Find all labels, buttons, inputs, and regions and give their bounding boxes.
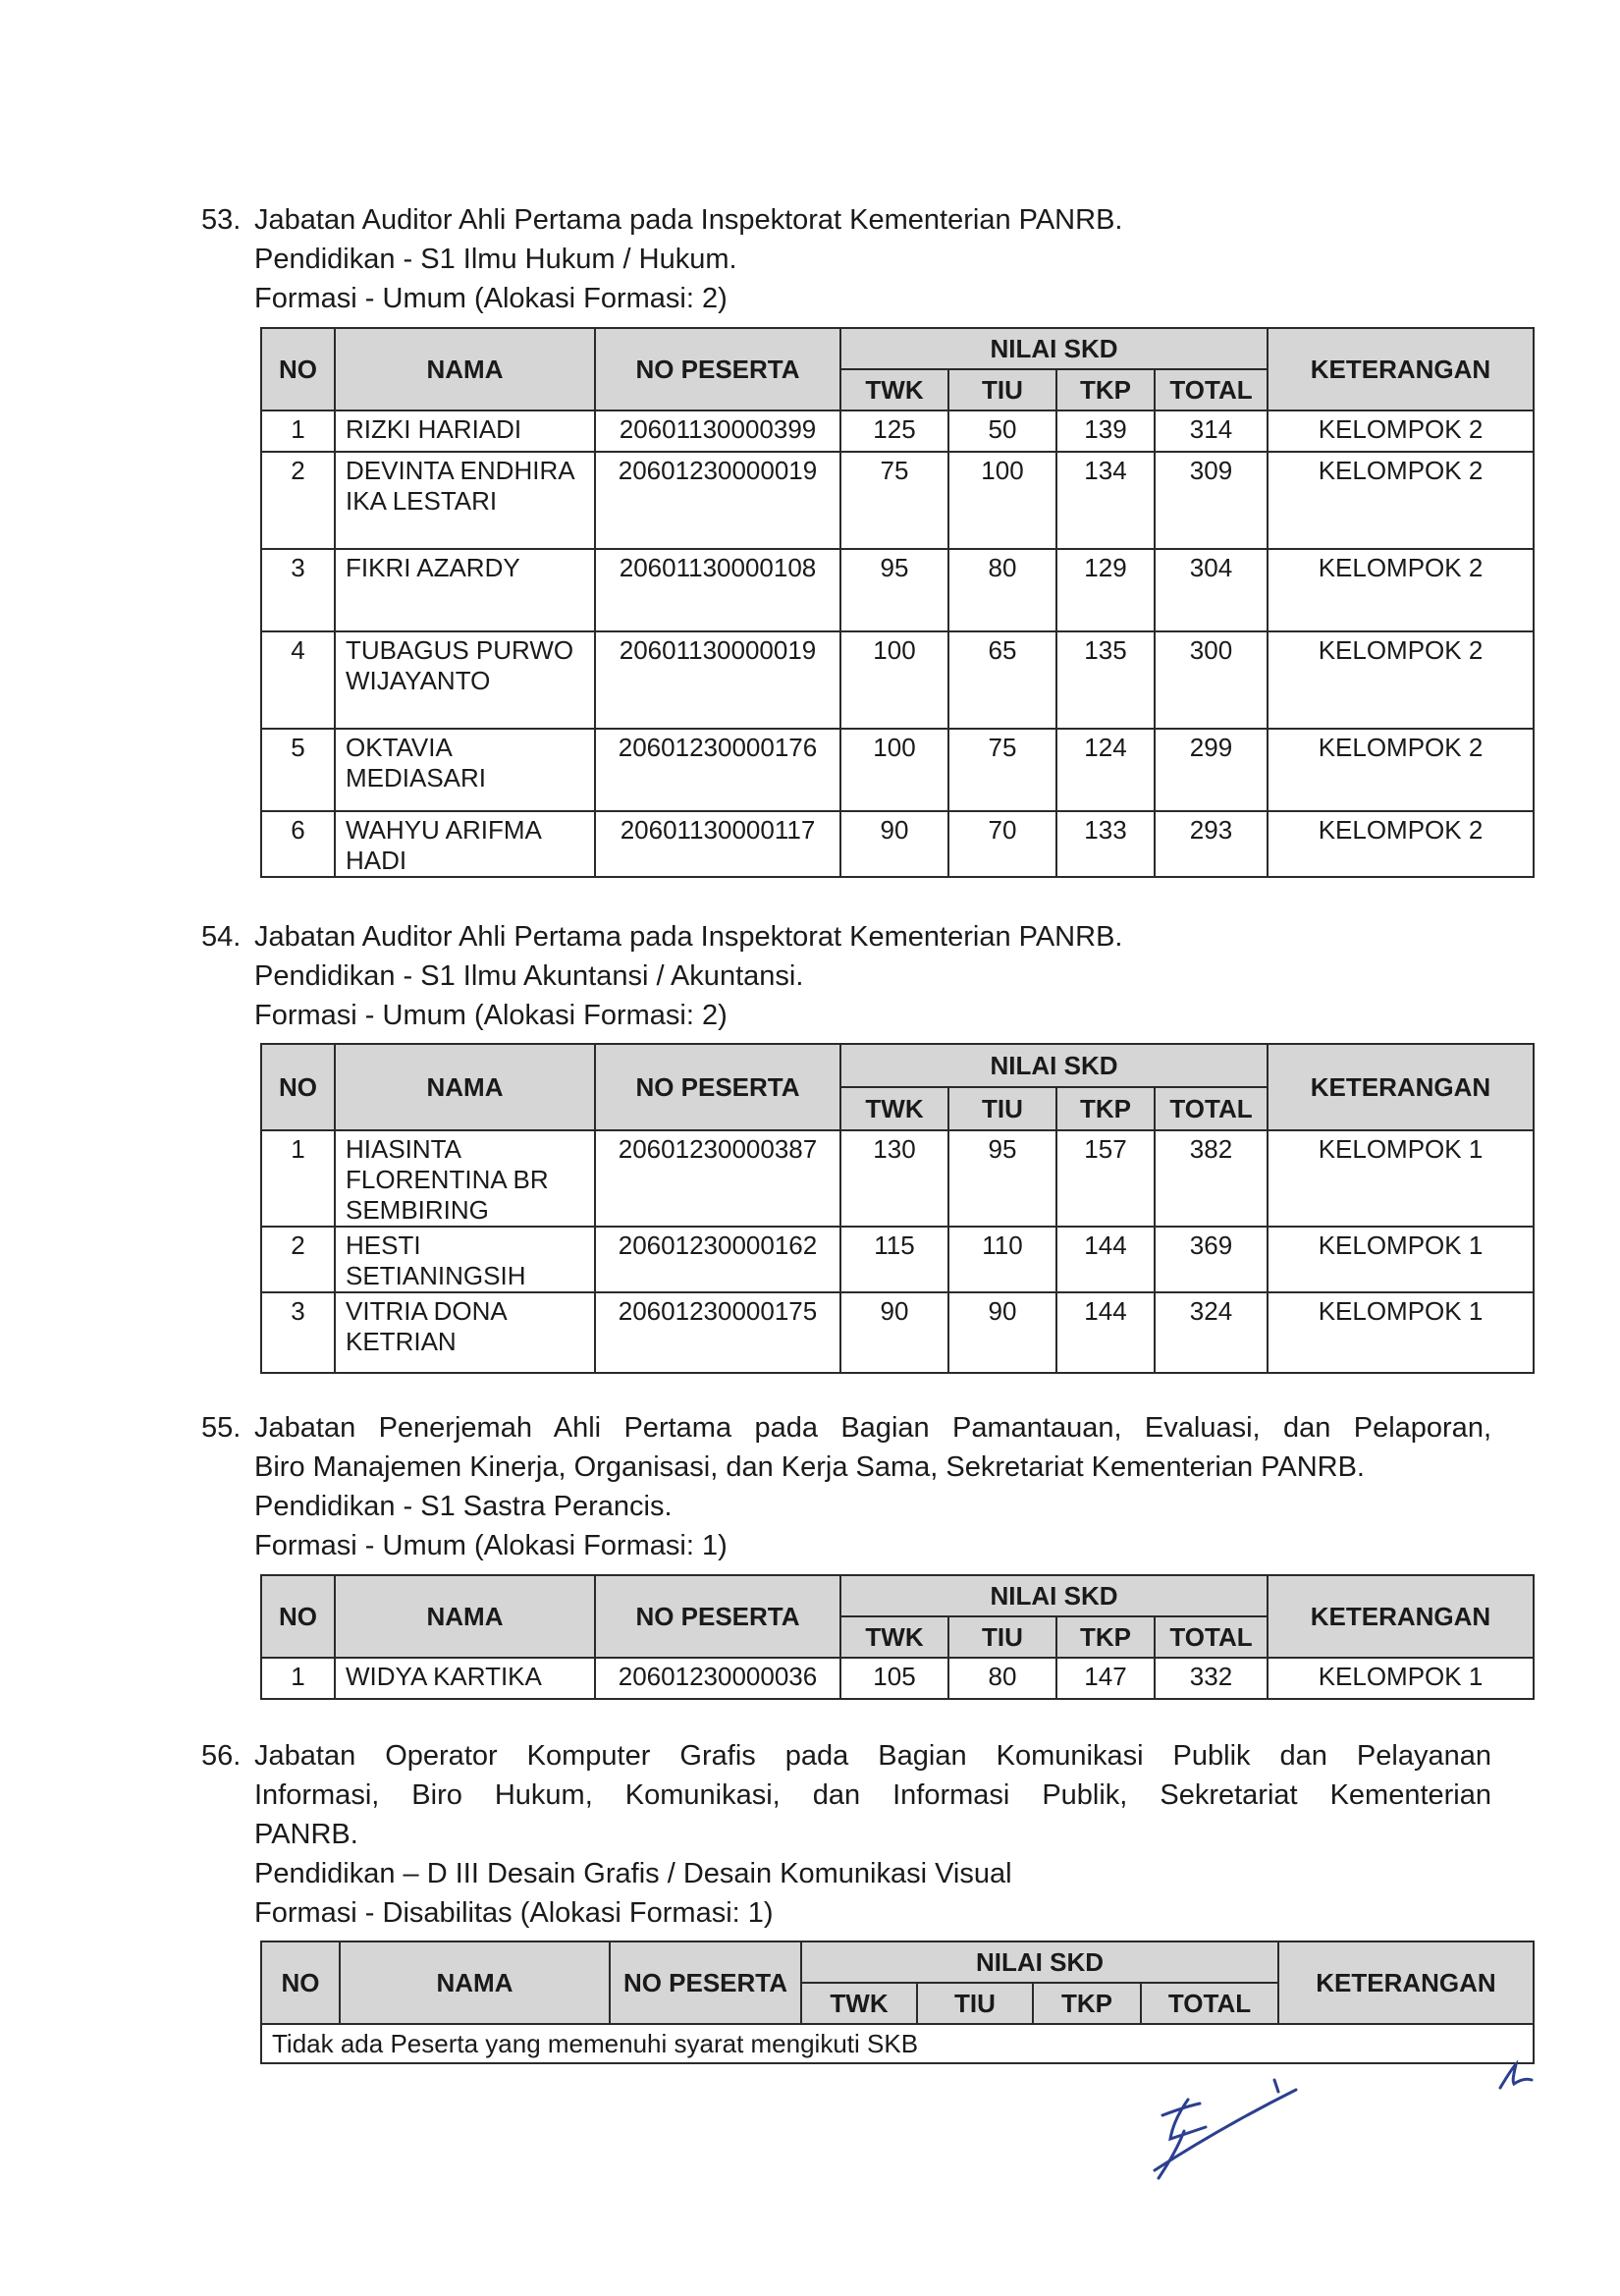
position-unit: Informasi, Biro Hukum, Komunikasi, dan Informasi Publik, Sekretariat Kementerian	[254, 1779, 1491, 1811]
section-number: 53.	[201, 204, 242, 236]
initials-signature-icon	[1149, 2070, 1345, 2188]
cell-total: 299	[1155, 729, 1268, 811]
cell-tiu: 50	[948, 410, 1056, 452]
cell-nama: VITRIA DONA KETRIAN	[335, 1292, 595, 1373]
col-nilai-skd-header: NILAI SKD	[840, 1044, 1268, 1087]
cell-no: 1	[261, 1130, 335, 1227]
cell-no-peserta: 20601130000117	[595, 811, 840, 877]
col-twk-header: TWK	[840, 369, 948, 410]
cell-keterangan: KELOMPOK 2	[1268, 410, 1534, 452]
cell-tiu: 80	[948, 1658, 1056, 1699]
table-row	[261, 1292, 1534, 1373]
formation-allocation: Formasi - Umum (Alokasi Formasi: 2)	[254, 1000, 728, 1031]
col-tiu-header: TIU	[948, 1616, 1056, 1658]
position-unit: Biro Manajemen Kinerja, Organisasi, dan Kerja Sama, Sekretariat Kementerian PANRB.	[254, 1451, 1365, 1483]
cell-no: 5	[261, 729, 335, 811]
cell-no: 1	[261, 410, 335, 452]
education-requirement: Pendidikan - S1 Ilmu Akuntansi / Akuntansi.	[254, 960, 804, 992]
table-row	[261, 631, 1534, 729]
section-54	[201, 917, 1532, 1035]
cell-twk: 100	[840, 729, 948, 811]
col-no-header: NO	[261, 1044, 335, 1130]
position-title: Jabatan Operator Komputer Grafis pada Bagian Komunikasi Publik dan Pelayanan	[254, 1740, 1491, 1772]
cell-no: 2	[261, 452, 335, 549]
position-title: Jabatan Auditor Ahli Pertama pada Inspektorat Kementerian PANRB.	[254, 921, 1123, 953]
cell-total: 304	[1155, 549, 1268, 631]
results-table-56	[260, 1941, 1535, 2064]
col-no-header: NO	[261, 1575, 335, 1658]
col-nama-header: NAMA	[335, 328, 595, 410]
section-53	[201, 200, 1532, 318]
cell-no-peserta: 20601230000162	[595, 1227, 840, 1292]
cell-total: 382	[1155, 1130, 1268, 1227]
cell-keterangan: KELOMPOK 2	[1268, 631, 1534, 729]
cell-twk: 90	[840, 1292, 948, 1373]
cell-tiu: 90	[948, 1292, 1056, 1373]
cell-keterangan: KELOMPOK 1	[1268, 1292, 1534, 1373]
col-no-peserta-header: NO PESERTA	[595, 328, 840, 410]
cell-total: 314	[1155, 410, 1268, 452]
cell-tkp: 147	[1056, 1658, 1155, 1699]
no-participants-note: Tidak ada Peserta yang memenuhi syarat mengikuti SKB	[261, 2024, 1534, 2063]
table-row	[261, 811, 1534, 877]
position-title: Jabatan Penerjemah Ahli Pertama pada Bagian Pamantauan, Evaluasi, dan Pelaporan,	[254, 1412, 1491, 1444]
col-tkp-header: TKP	[1056, 1616, 1155, 1658]
cell-tkp: 139	[1056, 410, 1155, 452]
cell-tiu: 80	[948, 549, 1056, 631]
section-number: 55.	[201, 1412, 242, 1444]
cell-keterangan: KELOMPOK 2	[1268, 452, 1534, 549]
cell-twk: 100	[840, 631, 948, 729]
cell-tiu: 70	[948, 811, 1056, 877]
table-row	[261, 2024, 1534, 2063]
cell-keterangan: KELOMPOK 1	[1268, 1227, 1534, 1292]
cell-nama: HIASINTA FLORENTINA BR SEMBIRING	[335, 1130, 595, 1227]
cell-total: 293	[1155, 811, 1268, 877]
table-row	[261, 410, 1534, 452]
cell-nama: OKTAVIA MEDIASARI	[335, 729, 595, 811]
col-keterangan-header: KETERANGAN	[1268, 328, 1534, 410]
cell-nama: WAHYU ARIFMA HADI	[335, 811, 595, 877]
col-no-peserta-header: NO PESERTA	[595, 1575, 840, 1658]
col-tiu-header: TIU	[948, 1087, 1056, 1130]
col-nama-header: NAMA	[335, 1575, 595, 1658]
section-56	[201, 1736, 1532, 1933]
col-tkp-header: TKP	[1033, 1983, 1141, 2024]
cell-tiu: 65	[948, 631, 1056, 729]
col-total-header: TOTAL	[1155, 369, 1268, 410]
col-no-peserta-header: NO PESERTA	[610, 1941, 801, 2024]
cell-keterangan: KELOMPOK 1	[1268, 1130, 1534, 1227]
col-tkp-header: TKP	[1056, 1087, 1155, 1130]
education-requirement: Pendidikan – D III Desain Grafis / Desain Komunikasi Visual	[254, 1858, 1012, 1889]
col-no-peserta-header: NO PESERTA	[595, 1044, 840, 1130]
cell-no-peserta: 20601230000019	[595, 452, 840, 549]
cell-tkp: 144	[1056, 1227, 1155, 1292]
cell-total: 300	[1155, 631, 1268, 729]
formation-allocation: Formasi - Disabilitas (Alokasi Formasi: 1)	[254, 1897, 774, 1929]
col-twk-header: TWK	[801, 1983, 917, 2024]
col-nilai-skd-header: NILAI SKD	[840, 1575, 1268, 1616]
cell-keterangan: KELOMPOK 2	[1268, 811, 1534, 877]
cell-tkp: 135	[1056, 631, 1155, 729]
cell-no-peserta: 20601130000019	[595, 631, 840, 729]
cell-nama: DEVINTA ENDHIRA IKA LESTARI	[335, 452, 595, 549]
cell-tkp: 124	[1056, 729, 1155, 811]
cell-no: 4	[261, 631, 335, 729]
position-unit-end: PANRB.	[254, 1819, 358, 1850]
cell-total: 369	[1155, 1227, 1268, 1292]
col-nilai-skd-header: NILAI SKD	[840, 328, 1268, 369]
cell-no-peserta: 20601230000175	[595, 1292, 840, 1373]
cell-tiu: 100	[948, 452, 1056, 549]
cell-tkp: 134	[1056, 452, 1155, 549]
col-no-header: NO	[261, 1941, 340, 2024]
cell-keterangan: KELOMPOK 2	[1268, 729, 1534, 811]
col-total-header: TOTAL	[1141, 1983, 1278, 2024]
results-table-54	[260, 1043, 1535, 1374]
col-nama-header: NAMA	[335, 1044, 595, 1130]
cell-tkp: 129	[1056, 549, 1155, 631]
table-row	[261, 1658, 1534, 1699]
table-row	[261, 452, 1534, 549]
section-number: 56.	[201, 1740, 242, 1772]
cell-twk: 75	[840, 452, 948, 549]
cell-no: 1	[261, 1658, 335, 1699]
cell-tkp: 144	[1056, 1292, 1155, 1373]
cell-twk: 90	[840, 811, 948, 877]
col-tiu-header: TIU	[917, 1983, 1033, 2024]
col-tkp-header: TKP	[1056, 369, 1155, 410]
formation-allocation: Formasi - Umum (Alokasi Formasi: 1)	[254, 1530, 728, 1561]
cell-tkp: 133	[1056, 811, 1155, 877]
col-nilai-skd-header: NILAI SKD	[801, 1941, 1278, 1983]
table-row	[261, 549, 1534, 631]
col-keterangan-header: KETERANGAN	[1278, 1941, 1534, 2024]
col-tiu-header: TIU	[948, 369, 1056, 410]
cell-nama: WIDYA KARTIKA	[335, 1658, 595, 1699]
cell-tiu: 75	[948, 729, 1056, 811]
section-number: 54.	[201, 921, 242, 953]
cell-tiu: 95	[948, 1130, 1056, 1227]
cell-nama: RIZKI HARIADI	[335, 410, 595, 452]
cell-no-peserta: 20601230000387	[595, 1130, 840, 1227]
col-keterangan-header: KETERANGAN	[1268, 1044, 1534, 1130]
cell-no: 6	[261, 811, 335, 877]
cell-keterangan: KELOMPOK 1	[1268, 1658, 1534, 1699]
cell-no-peserta: 20601230000036	[595, 1658, 840, 1699]
table-row	[261, 1227, 1534, 1292]
cell-no-peserta: 20601130000108	[595, 549, 840, 631]
section-55	[201, 1408, 1532, 1565]
col-no-header: NO	[261, 328, 335, 410]
table-row	[261, 1130, 1534, 1227]
cell-twk: 105	[840, 1658, 948, 1699]
cell-nama: TUBAGUS PURWO WIJAYANTO	[335, 631, 595, 729]
cell-keterangan: KELOMPOK 2	[1268, 549, 1534, 631]
cell-nama: FIKRI AZARDY	[335, 549, 595, 631]
results-table-55	[260, 1574, 1535, 1700]
table-row	[261, 729, 1534, 811]
results-table-53	[260, 327, 1535, 878]
cell-nama: HESTI SETIANINGSIH	[335, 1227, 595, 1292]
cell-twk: 125	[840, 410, 948, 452]
col-nama-header: NAMA	[340, 1941, 610, 2024]
cell-total: 332	[1155, 1658, 1268, 1699]
cell-tiu: 110	[948, 1227, 1056, 1292]
col-twk-header: TWK	[840, 1087, 948, 1130]
cell-no-peserta: 20601230000176	[595, 729, 840, 811]
education-requirement: Pendidikan - S1 Sastra Perancis.	[254, 1491, 673, 1522]
cell-no-peserta: 20601130000399	[595, 410, 840, 452]
cell-tkp: 157	[1056, 1130, 1155, 1227]
col-twk-header: TWK	[840, 1616, 948, 1658]
cell-no: 3	[261, 1292, 335, 1373]
cell-twk: 130	[840, 1130, 948, 1227]
col-keterangan-header: KETERANGAN	[1268, 1575, 1534, 1658]
cell-total: 324	[1155, 1292, 1268, 1373]
formation-allocation: Formasi - Umum (Alokasi Formasi: 2)	[254, 283, 728, 314]
cell-no: 2	[261, 1227, 335, 1292]
cell-twk: 95	[840, 549, 948, 631]
paraf-initial-icon	[1492, 2058, 1536, 2098]
cell-twk: 115	[840, 1227, 948, 1292]
cell-no: 3	[261, 549, 335, 631]
col-total-header: TOTAL	[1155, 1616, 1268, 1658]
cell-total: 309	[1155, 452, 1268, 549]
education-requirement: Pendidikan - S1 Ilmu Hukum / Hukum.	[254, 244, 737, 275]
col-total-header: TOTAL	[1155, 1087, 1268, 1130]
position-title: Jabatan Auditor Ahli Pertama pada Inspektorat Kementerian PANRB.	[254, 204, 1123, 236]
